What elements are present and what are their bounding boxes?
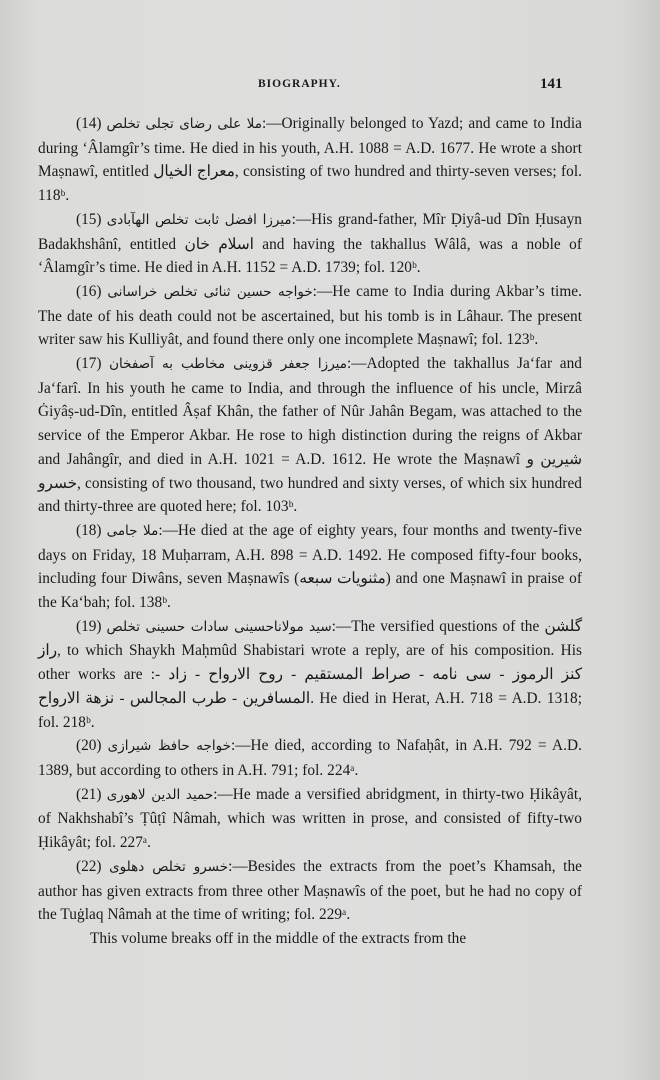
entry-text: :—He came to India during Akbar’s time. The date of his death could not be ascertained, but his tomb is in Lâhaur. The present writer saw his Kulliyât, and found there only one incomplete Maṣnawî; fol. 123ᵇ. (38, 282, 582, 349)
entry-text: :—He made a versified abridgment, in thirty-two Ḥikâyât, of Nakhshabî’s Ṭûṭî Nâmah, which was written in prose, and consisted of fifty-two Ḥikâyât; fol. 227ᵃ. (38, 785, 582, 852)
entry-arabic-name: ملا علی رضای تجلی تخلص (106, 116, 262, 132)
entry-22 (38, 855, 582, 927)
entry-number: (17) (76, 355, 102, 373)
entry-arabic-name: میرزا افضل ثابت تخلص الهآبادی (106, 211, 292, 228)
entry-arabic-name: خواجه حافظ شیرازی (107, 738, 231, 755)
entry-number: (16) (76, 282, 102, 300)
body-text (38, 112, 582, 951)
entry-text: :—His grand-father, Mîr Ḍiyâ-ud Dîn Ḥusayn Badakhshânî, entitled اسلام خان and having the takhallus Wâlâ, was a noble of ‘Âlamgîr’s time. He died in A.H. 1152 = A.D. 1739; fol. 120ᵇ. (38, 210, 583, 277)
entry-arabic-name: خواجه حسین ثنائی تخلص خراسانی (107, 283, 313, 300)
entry-number: (14) (76, 115, 102, 132)
entry-19 (38, 615, 582, 735)
page-header (0, 76, 660, 96)
entry-16 (38, 280, 582, 352)
entry-18 (38, 519, 582, 615)
entry-number: (20) (76, 737, 102, 755)
entry-14 (38, 112, 582, 208)
entry-number: (19) (76, 617, 102, 635)
entry-text: :—The versified questions of the گلشن راز, to which Shaykh Maḥmûd Shabistari wrote a reply, are of his composition. His other works are :- کنز الرموز - سی نامه - صراط المستقیم - روح الارواح - زاد المسافرین - طرب المجالس - نزهة الارواح. He died in Herat, A.H. 718 = A.D. 1318; fol. 218ᵇ. (38, 617, 582, 731)
entry-20 (38, 734, 582, 782)
entry-arabic-name: میرزا جعفر قزوینی مخاطب به آصفخان (109, 356, 347, 373)
entry-17 (38, 352, 582, 519)
entry-number: (15) (76, 210, 102, 228)
entry-arabic-name: حمید الدین لاهوری (106, 786, 214, 803)
entry-number: (22) (76, 857, 102, 875)
entry-text: :—Adopted the takhallus Ja‘far and Ja‘farî. In his youth he came to India, and through the influence of his uncle, Mirzâ Ġiyâṣ-ud-Dîn, entitled Âṣaf Khân, the father of Nûr Jahân Begam, was attached to the service of the Emperor Akbar. He rose to high distinction during the reigns of Akbar and Jahângîr, and died in A.H. 1021 = A.D. 1612. He wrote the Maṣnawî شیرین و خسرو, consisting of two thousand, two hundred and sixty verses, of which six hundred and thirty-three are quoted here; fol. 103ᵇ. (38, 355, 582, 516)
entry-text: :—He died, according to Nafaḥât, in A.H. 792 = A.D. 1389, but according to others in A.H. 791; fol. 224ᵃ. (38, 737, 582, 779)
entry-15 (38, 208, 582, 280)
entry-text: :—Besides the extracts from the poet’s Khamsah, the author has given extracts from three other Maṣnawîs of the poet, but he had no copy of the Tuġlaq Nâmah at the time of writing; fol. 229ᵃ. (38, 857, 583, 924)
entry-number: (18) (76, 521, 102, 539)
entry-arabic-name: سید مولاناحسینی سادات حسینی تخلص (106, 618, 332, 635)
entry-number: (21) (76, 785, 102, 803)
entry-arabic-name: خسرو تخلص دهلوی (109, 858, 229, 875)
entry-21 (38, 783, 582, 855)
entry-text: :—Originally belonged to Yazd; and came to India during ‘Âlamgîr’s time. He died in his youth, A.H. 1088 = A.D. 1677. He wrote a short Maṣnawî, entitled معراج الخیال, consisting of two hundred and thirty-seven verses; fol. 118ᵇ. (38, 115, 583, 205)
closing-line: This volume breaks off in the middle of the extracts from the (90, 929, 467, 947)
running-head: BIOGRAPHY. (258, 78, 341, 90)
entry-arabic-name: ملا جامی (106, 522, 159, 539)
page-number: 141 (540, 76, 563, 92)
entry-text: :—He died at the age of eighty years, four months and twenty-five days on Friday, 18 Muḥarram, A.H. 898 = A.D. 1492. He composed fifty-four books, including four Diwâns, seven Maṣnawîs (مثنویات سبعه) and one Maṣnawî in praise of the Ka‘bah; fol. 138ᵇ. (38, 521, 582, 612)
